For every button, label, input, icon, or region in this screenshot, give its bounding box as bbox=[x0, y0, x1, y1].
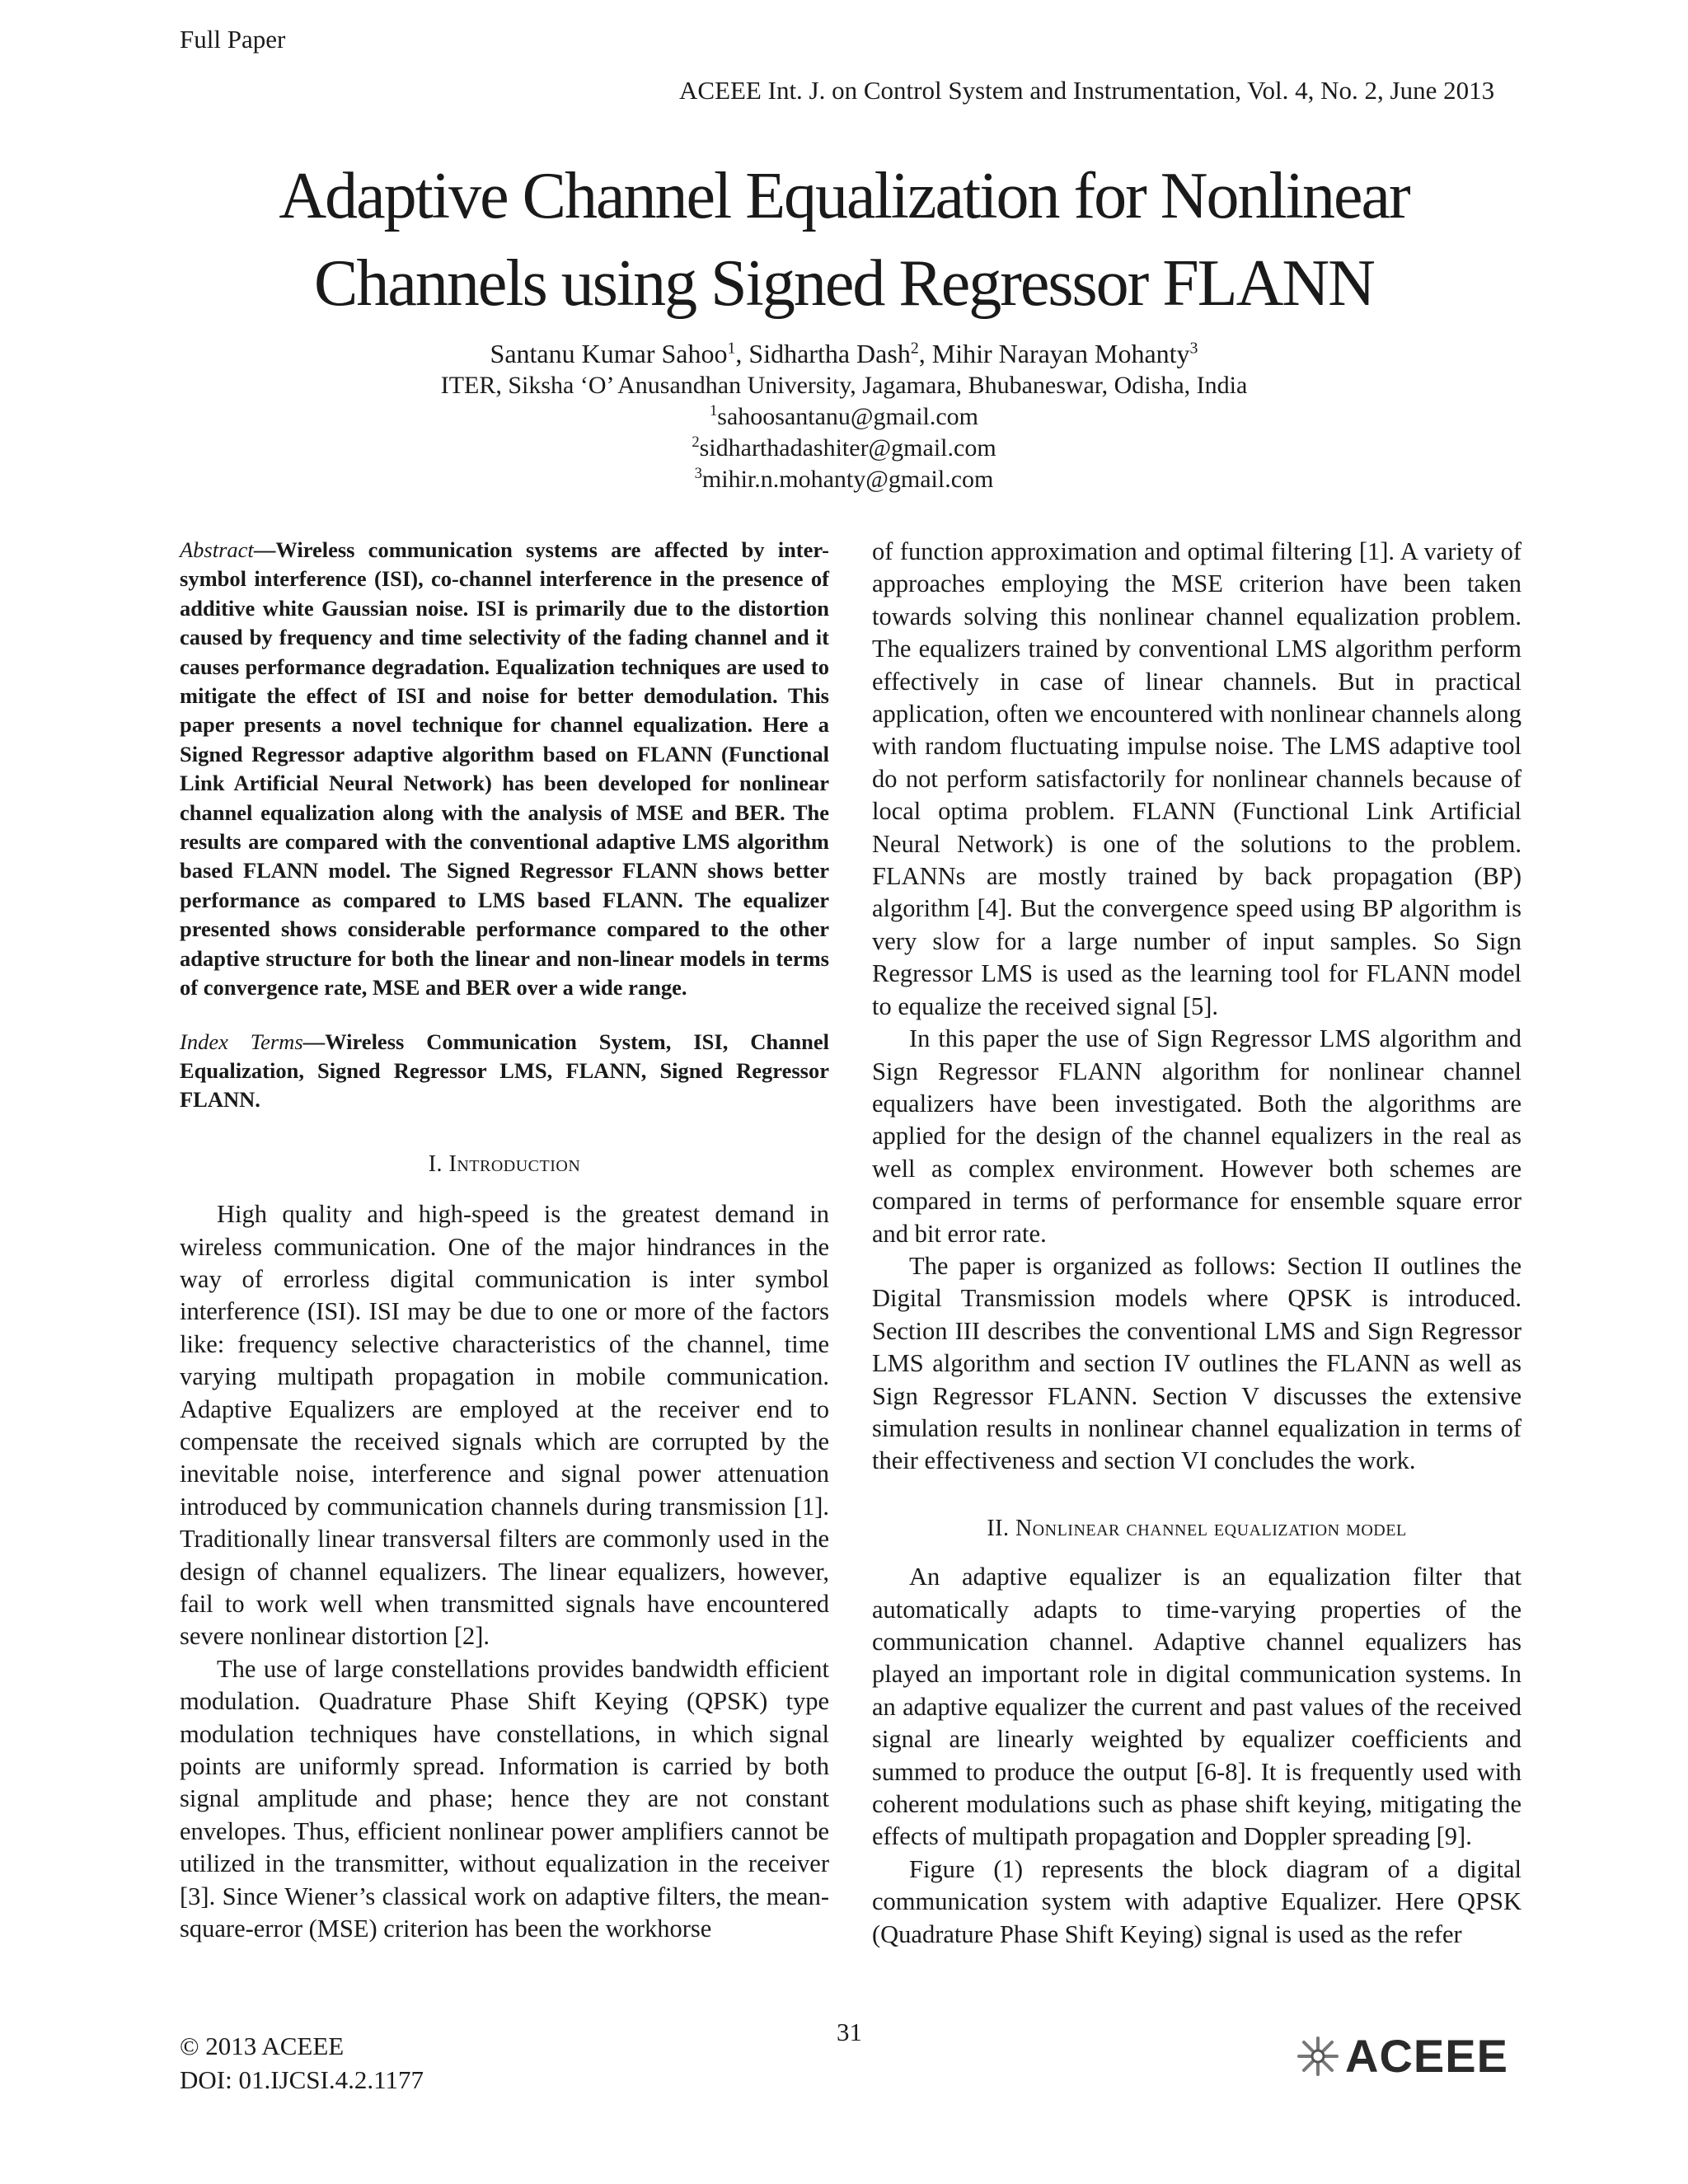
body-paragraph: In this paper the use of Sign Regressor LMS algorithm and Sign Regressor FLANN algorithm for nonlinear channel equalizers have been investigated. Both the algorithms are applied for the design of the channel equalizers in the real as well as complex environment. However both schemes are compared in terms of performance for ensemble square error and bit error rate. bbox=[872, 1024, 1522, 1248]
journal-header: ACEEE Int. J. on Control System and Instrumentation, Vol. 4, No. 2, June 2013 bbox=[679, 76, 1495, 105]
author-mark: 2 bbox=[910, 339, 919, 358]
email-line bbox=[206, 464, 1482, 495]
author-list: Santanu Kumar Sahoo$^1$, Sidhartha Dash$^2$, Mihir Narayan Mohanty$^3$ bbox=[490, 339, 1198, 368]
right-column bbox=[872, 536, 1522, 1951]
index-terms-lead: Index Terms bbox=[180, 1029, 303, 1054]
running-head-label: Full Paper bbox=[180, 25, 286, 54]
footer-doi: DOI: 01.IJCSI.4.2.1177 bbox=[180, 2065, 424, 2094]
publisher-logo-text: ACEEE bbox=[1345, 2030, 1508, 2082]
index-terms-text: —Wireless Communication System, ISI, Channel Equalization, Signed Regressor LMS, FLANN, Signed Regressor FLANN. bbox=[180, 1029, 829, 1113]
email-mark: 2 bbox=[692, 434, 700, 451]
title-block bbox=[206, 152, 1482, 495]
publisher-logo bbox=[1294, 2029, 1508, 2083]
section-heading-model: II. Nonlinear channel equalization model bbox=[987, 1515, 1407, 1541]
body-paragraph: of function approximation and optimal filtering [1]. A variety of approaches employing the MSE criterion have been taken towards solving this nonlinear channel equalization problem. The equalizers trained by conventional LMS algorithm perform effectively in case of linear channels. But in practical application, often we encountered with nonlinear channels along with random fluctuating impulse noise. The LMS adaptive tool do not perform satisfactorily for nonlinear channels because of local optima problem. FLANN (Functional Link Artificial Neural Network) is one of the solutions to the problem. FLANNs are mostly trained by back propagation (BP) algorithm [4]. But the convergence speed using BP algorithm is very slow for a large number of input samples. So Sign Regressor LMS is used as the learning tool for FLANN model to equalize the received signal [5]. bbox=[872, 537, 1522, 1020]
email-line bbox=[206, 433, 1482, 464]
author-name: Mihir Narayan Mohanty bbox=[931, 339, 1190, 368]
email-address: sidharthadashiter@gmail.com bbox=[699, 434, 996, 462]
body-paragraph: The use of large constellations provides bandwidth efficient modulation. Quadrature Phase Shift Keying (QPSK) type modulation techniques have constellations, in which signal points are uniformly spread. Information is carried by both signal amplitude and phase; hence they are not constant envelopes. Thus, efficient nonlinear power amplifiers cannot be utilized in the transmitter, without equalization in the receiver [3]. Since Wiener’s classical work on adaptive filters, the mean-square-error (MSE) criterion has been the workhorse bbox=[180, 1654, 829, 1943]
left-column bbox=[180, 536, 829, 1945]
paper-title bbox=[206, 152, 1482, 327]
body-paragraph: Figure (1) represents the block diagram of a digital communication system with adaptive Equalizer. Here QPSK (Quadrature Phase Shift Keying) signal is used as the refer bbox=[872, 1854, 1522, 1948]
author-mark: 3 bbox=[1189, 339, 1198, 358]
email-mark: 3 bbox=[694, 465, 702, 482]
aceee-star-logo-icon bbox=[1294, 2035, 1342, 2078]
affiliation: ITER, Siksha ‘O’ Anusandhan University, Jagamara, Bhubaneswar, Odisha, India bbox=[440, 372, 1248, 399]
email-address: sahoosantanu@gmail.com bbox=[717, 403, 979, 430]
footer-copyright: © 2013 ACEEE bbox=[180, 2032, 345, 2060]
index-terms bbox=[180, 1028, 829, 1115]
email-mark: 1 bbox=[709, 402, 718, 419]
title-line-2: Channels using Signed Regressor FLANN bbox=[314, 247, 1374, 320]
email-address: mihir.n.mohanty@gmail.com bbox=[701, 466, 994, 493]
author-name: Sidhartha Dash bbox=[748, 339, 911, 368]
body-paragraph: High quality and high-speed is the greatest demand in wireless communication. One of the major hindrances in the way of errorless digital communication is inter symbol interference (ISI). ISI may be due to one or more of the factors like: frequency selective characteristics of the channel, time varying multipath propagation in mobile communication. Adaptive Equalizers are employed at the receiver end to compensate the received signals which are corrupted by the inevitable noise, interference and signal power attenuation introduced by communication channels during transmission [1]. Traditionally linear transversal filters are commonly used in the design of channel equalizers. The linear equalizers, however, fail to work well when transmitted signals have encountered severe nonlinear distortion [2]. bbox=[180, 1200, 829, 1651]
abstract bbox=[180, 536, 829, 1003]
author-name: Santanu Kumar Sahoo bbox=[490, 339, 728, 368]
section-heading-introduction: I. Introduction bbox=[428, 1151, 581, 1177]
body-paragraph: The paper is organized as follows: Section II outlines the Digital Transmission models where QPSK is introduced. Section III describes the conventional LMS and Sign Regressor LMS algorithm and section IV outlines the FLANN as well as Sign Regressor FLANN. Section V discusses the extensive simulation results in nonlinear channel equalization in terms of their effectiveness and section VI concludes the work. bbox=[872, 1251, 1522, 1475]
author-mark: 1 bbox=[727, 339, 736, 358]
abstract-text: —Wireless communication systems are affected by inter-symbol interference (ISI), co-channel interference in the presence of additive white Gaussian noise. ISI is primarily due to the distortion caused by frequency and time selectivity of the fading channel and it causes performance degradation. Equalization techniques are used to mitigate the effect of ISI and noise for better demodulation. This paper presents a novel technique for channel equalization. Here a Signed Regressor adaptive algorithm based on FLANN (Functional Link Artificial Neural Network) has been developed for nonlinear channel equalization along with the analysis of MSE and BER. The results are compared with the conventional adaptive LMS algorithm based FLANN model. The Signed Regressor FLANN shows better performance as compared to LMS based FLANN. The equalizer presented shows considerable performance compared to the other adaptive structure for both the linear and non-linear models in terms of convergence rate, MSE and BER over a wide range. bbox=[180, 537, 829, 1001]
abstract-lead: Abstract bbox=[180, 537, 254, 562]
page-number: 31 bbox=[837, 2018, 862, 2046]
body-paragraph: An adaptive equalizer is an equalization filter that automatically adapts to time-varying properties of the communication channel. Adaptive channel equalizers has played an important role in digital communication systems. In an adaptive equalizer the current and past values of the received signal are linearly weighted by equalizer coefficients and summed to produce the output [6-8]. It is frequently used with coherent modulations such as phase shift keying, mitigating the effects of multipath propagation and Doppler spreading [9]. bbox=[872, 1563, 1522, 1851]
email-line bbox=[206, 401, 1482, 433]
title-line-1: Adaptive Channel Equalization for Nonlinear bbox=[279, 160, 1409, 232]
